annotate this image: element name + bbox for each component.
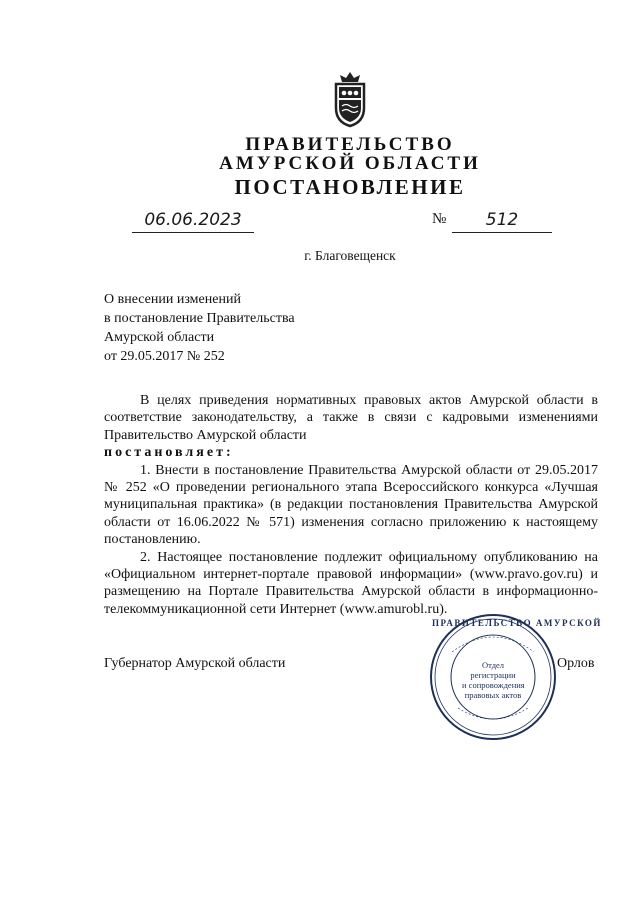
coat-of-arms-icon <box>330 70 370 128</box>
subject-line: от 29.05.2017 № 252 <box>104 349 225 364</box>
stamp-line: и сопровождения <box>462 680 525 690</box>
subject-line: О внесении изменений <box>104 292 241 307</box>
subject-line: Амурской области <box>104 330 215 345</box>
document-body <box>104 392 598 618</box>
stamp-line: правовых актов <box>464 690 522 700</box>
item-1-paragraph: 1. Внести в постановление Правительства Амурской области от 29.05.2017 № 252 «О проведении регионального этапа Всероссийского конкурса «Лучшая муниципальная практика» (в редакции постановления Правительства Амурской области от 16.06.2022 № 571) изменения согласно приложению к настоящему постановлению. <box>104 462 598 548</box>
number-sign: № <box>432 211 447 227</box>
signer-position: Губернатор Амурской области <box>104 656 286 671</box>
document-subject <box>104 290 295 366</box>
city-name: г. Благовещенск <box>304 248 396 263</box>
government-name-line2: АМУРСКОЙ ОБЛАСТИ <box>219 153 481 174</box>
signer-name: Орлов <box>557 656 595 671</box>
document-number: 512 <box>452 208 552 233</box>
government-name-line1: ПРАВИТЕЛЬСТВО <box>245 134 455 155</box>
subject-line: в постановление Правительства <box>104 311 295 326</box>
item-2-paragraph: 2. Настоящее постановление подлежит официальному опубликованию на «Официальном интернет-портале правовой информации» (www.pravo.gov.ru) и размещению на Портале Правительства Амурской области в информационно-телекоммуникационной сети Интернет (www.amurobl.ru). <box>104 549 598 617</box>
stamp-inner-text <box>462 660 524 700</box>
document-date: 06.06.2023 <box>132 208 254 233</box>
intro-paragraph: В целях приведения нормативных правовых актов Амурской области в соответствие законодательству, а также в связи с кадровыми изменениями Правительство Амурской области <box>104 393 598 443</box>
resolves-heading: постановляет: <box>104 445 234 461</box>
stamp-line: Отдел <box>481 660 505 670</box>
document-type: ПОСТАНОВЛЕНИЕ <box>234 175 466 199</box>
stamp-line: регистрации <box>470 670 516 680</box>
stamp-top-text: ПРАВИТЕЛЬСТВО АМУРСКОЙ <box>432 618 602 628</box>
